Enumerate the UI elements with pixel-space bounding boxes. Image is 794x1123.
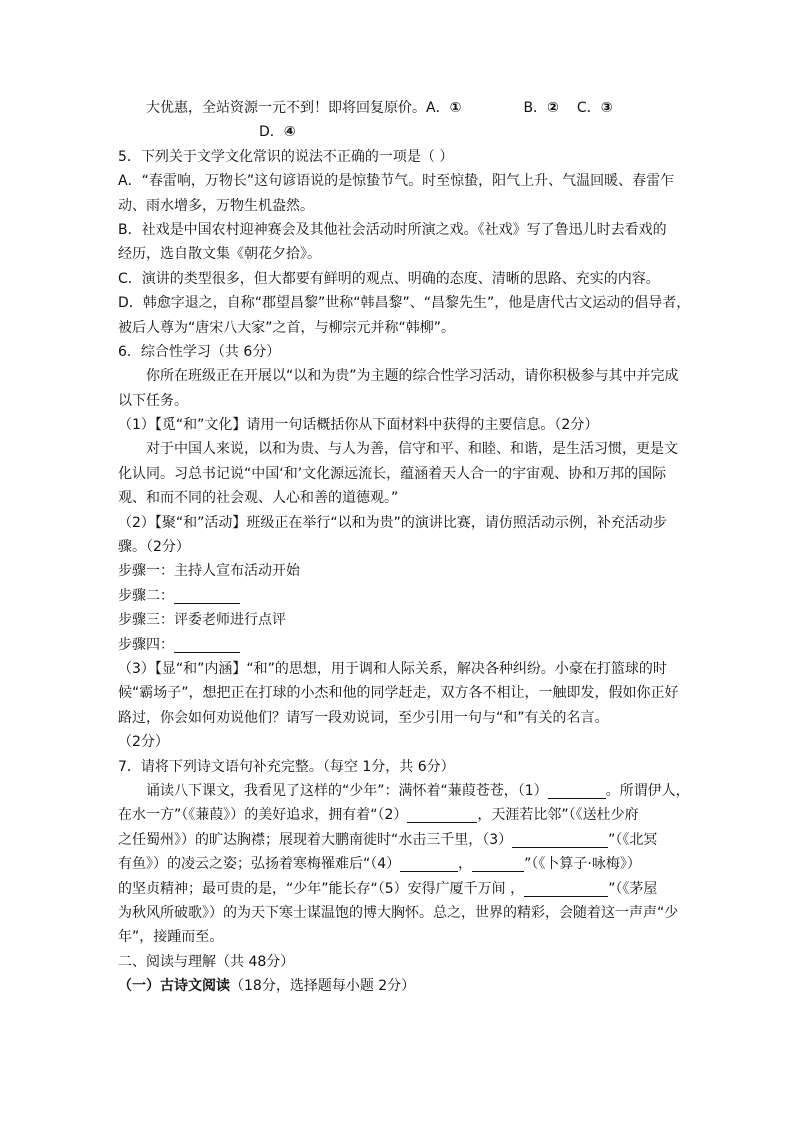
q4-option-b: ② <box>547 100 559 116</box>
q6-part1-material-line-2: 化认同。习总书记说“中国‘和’文化源远流长，蕴涵着天人合一的宇宙观、协和万邦的国际 <box>118 465 667 482</box>
q7-text: ，天涯若比邻”（《送杜少府 <box>477 807 639 824</box>
q5-option-a-line-2: 动、雨水增多，万物生机盎然。 <box>118 197 314 214</box>
q6-part2-heading-line-1: （2）【聚“和”活动】班级正在举行“以和为贵”的演讲比赛，请仿照活动示例，补充活动步 <box>118 514 667 531</box>
q6-part1-material-line-1: 对于中国人来说，以和为贵、与人为善，信守和平、和睦、和谐，是生活习惯，更是文 <box>146 441 678 458</box>
q6-step-2-blank[interactable] <box>174 587 240 604</box>
q4-option-c-label: C． <box>576 100 601 116</box>
q6-intro-line-2: 以下任务。 <box>118 392 188 409</box>
q4-option-c: ③ <box>600 100 613 116</box>
q7-text: 诵读八下课文，我看见了这样的“少年”：满怀着“蒹葭苍苍，（1） <box>146 782 548 799</box>
q7-text: ， <box>458 856 473 873</box>
q7-text: 。所谓伊人， <box>605 782 690 799</box>
q5-option-a-line-1: A．“春雷响，万物长”这句谚语说的是惊蛰节气。时至惊蛰，阳气上升、气温回暖、春雷乍 <box>118 173 675 190</box>
q7-text: ”（《茅屋 <box>608 880 658 897</box>
q6-step-4-label: 步骤四： <box>118 636 174 653</box>
q6-step-4-line <box>118 633 684 657</box>
q6-step-2-label: 步骤二： <box>118 587 174 604</box>
q4-option-a: ① <box>449 100 462 116</box>
section-2-subtitle-bold: （一）古诗文阅读 <box>118 978 230 995</box>
section-2-title: 二、阅读与理解（共 48分） <box>118 953 295 970</box>
q7-blank-2[interactable] <box>407 806 477 823</box>
q7-text: 的坚贞精神；最可贵的是，“少年”能长存“（5）安得广厦千万间 ， <box>118 880 525 897</box>
q6-part1-heading: （1）【觅“和”文化】请用一句话概括你从下面材料中获得的主要信息。（2分） <box>118 417 599 434</box>
section-2-subtitle <box>118 974 684 998</box>
q4-option-d-line <box>118 120 684 144</box>
q5-option-c-line-1: C．演讲的类型很多，但大都要有鲜明的观点、明确的态度、清晰的思路、充实的内容。 <box>118 270 660 287</box>
q6-step-2-line <box>118 584 684 608</box>
q7-blank-3[interactable] <box>512 831 608 848</box>
q7-line-1 <box>118 779 690 803</box>
q6-part2-heading-line-2: 骤。（2分） <box>118 539 190 556</box>
exam-page <box>118 96 691 998</box>
q7-title: 7．请将下列诗文语句补充完整。（每空 1分，共 6分） <box>118 758 455 775</box>
q6-step-3: 步骤三：评委老师进行点评 <box>118 612 286 629</box>
q6-part3-line-1: （3）【显“和”内涵】“和”的思想，用于调和人际关系，解决各种纠纷。小豪在打篮球的时 <box>118 660 667 677</box>
q6-part1-material-line-3: 观、和而不同的社会观、人心和善的道德观。” <box>118 490 399 507</box>
section-2-subtitle-rest: （18分，选择题每小题 2分） <box>230 978 416 995</box>
q4-options-line <box>118 96 684 120</box>
q6-title: 6．综合性学习（共 6分） <box>118 343 281 360</box>
q7-line-3 <box>118 828 684 852</box>
q6-step-1: 步骤一：主持人宣布活动开始 <box>118 563 300 580</box>
q4-option-b-label: B． <box>523 100 548 116</box>
q5-option-d-line-2: 被后人尊为“唐宋八大家”之首，与柳宗元并称“韩柳”。 <box>118 319 456 336</box>
q7-text: ”（《北冥 <box>608 831 658 848</box>
q6-part3-line-2: 候“霸场子”，想把正在打球的小杰和他的同学赶走，双方各不相让，一触即发，假如你正好 <box>118 685 679 702</box>
q4-option-d-label: D． <box>259 124 284 141</box>
q7-blank-4b[interactable] <box>472 855 524 872</box>
q4-tail-text: 大优惠，全站资源一元不到！即将回复原价。A． <box>146 100 450 116</box>
q6-part3-line-4: （2分） <box>118 734 169 751</box>
q6-intro-line-1: 你所在班级正在开展以“以和为贵”为主题的综合性学习活动，请你积极参与其中并完成 <box>146 368 679 385</box>
q5-option-d-line-1: D．韩愈字退之，自称“郡望昌黎”世称“韩昌黎”、“昌黎先生”，他是唐代古文运动的倡导者， <box>118 295 691 312</box>
q7-text: ”（《卜算子·咏梅》） <box>524 856 641 873</box>
q7-blank-5[interactable] <box>524 880 608 897</box>
q5-option-b-line-1: B．社戏是中国农村迎神赛会及其他社会活动时所演之戏。《社戏》写了鲁迅儿时去看戏的 <box>118 221 667 238</box>
q7-text: 之任蜀州》）的旷达胸襟；展现着大鹏南徙时“水击三千里，（3） <box>118 831 513 848</box>
q7-text: 在水一方”（《蒹葭》）的美好追求，拥有着“（2） <box>118 807 408 824</box>
q5-stem: 5．下列关于文学文化常识的说法不正确的一项是（ ） <box>118 148 454 165</box>
q5-option-b-line-2: 经历，选自散文集《朝花夕拾》。 <box>118 246 321 263</box>
q7-text: 有鱼》）的凌云之姿；弘扬着寒梅罹难后“（4） <box>118 856 401 873</box>
q4-option-d: ④ <box>283 124 296 141</box>
q7-line-4 <box>118 852 684 876</box>
q7-line-7: 年”，接踵而至。 <box>118 929 224 946</box>
q7-blank-1[interactable] <box>548 782 606 799</box>
q7-line-2 <box>118 803 684 827</box>
q7-line-6: 为秋风所破歌》）的为天下寒士谋温饱的博大胸怀。总之，世界的精彩，会随着这一声声“少 <box>118 904 679 921</box>
q6-step-4-blank[interactable] <box>174 636 240 653</box>
q7-blank-4a[interactable] <box>400 855 458 872</box>
q7-line-5 <box>118 877 684 901</box>
q6-part3-line-3: 路过，你会如何劝说他们？请写一段劝说词，至少引用一句与“和”有关的名言。 <box>118 709 609 726</box>
